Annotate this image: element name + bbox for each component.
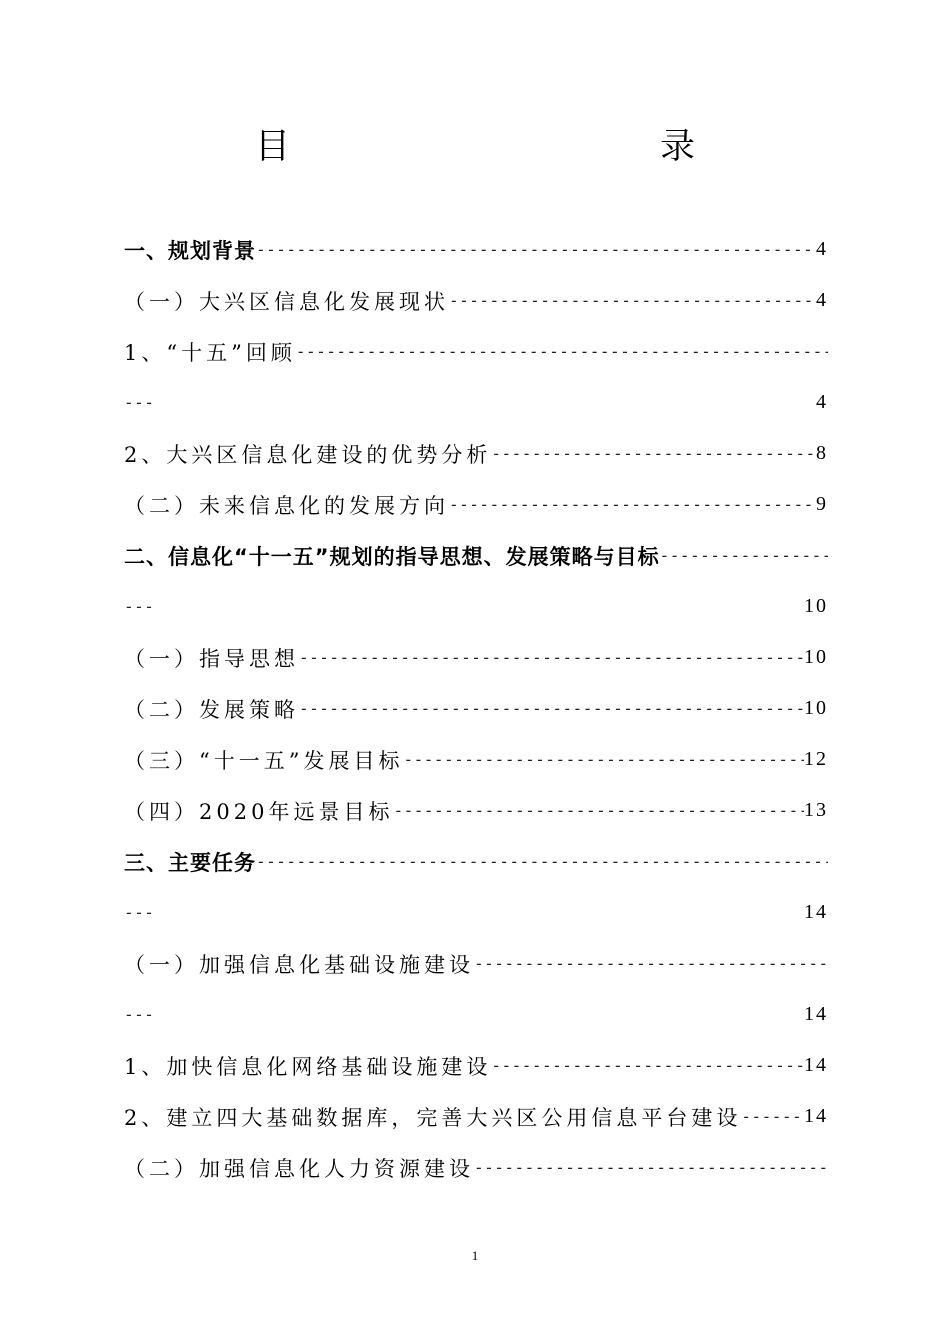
toc-leader xyxy=(449,495,816,514)
toc-leader xyxy=(474,1158,828,1177)
toc-leader xyxy=(124,1005,152,1024)
toc-leader xyxy=(403,750,804,769)
toc-leader xyxy=(296,342,828,361)
toc-leader xyxy=(124,903,152,922)
toc-entry-text: 2、大兴区信息化建设的优势分析 xyxy=(124,442,492,467)
toc-entry[interactable] xyxy=(124,479,828,530)
table-of-contents xyxy=(124,224,828,1193)
toc-leader xyxy=(474,954,828,973)
toc-entry[interactable] xyxy=(124,1091,828,1142)
toc-entry-text: （一）指导思想 xyxy=(124,646,299,671)
toc-entry-continuation[interactable] xyxy=(124,581,828,632)
toc-entry-page: 12 xyxy=(804,748,828,770)
toc-leader xyxy=(299,648,804,667)
toc-leader xyxy=(256,852,828,871)
toc-entry[interactable] xyxy=(124,836,828,887)
toc-entry-page: 10 xyxy=(804,595,828,617)
page-number: 1 xyxy=(471,1248,479,1263)
toc-entry-text: （四）2020年远景目标 xyxy=(124,799,394,824)
toc-entry-text: （二）未来信息化的发展方向 xyxy=(124,493,449,518)
toc-entry-text: 1、“十五”回顾 xyxy=(124,340,296,365)
toc-leader xyxy=(256,240,816,259)
toc-entry-page: 4 xyxy=(816,391,828,413)
toc-entry-text: 三、主要任务 xyxy=(124,850,256,875)
toc-leader xyxy=(299,699,804,718)
toc-entry[interactable] xyxy=(124,275,828,326)
toc-entry[interactable] xyxy=(124,224,828,275)
toc-entry-page: 10 xyxy=(804,646,828,668)
toc-entry-text: 二、信息化“十一五”规划的指导思想、发展策略与目标 xyxy=(124,544,660,569)
toc-entry-continuation[interactable] xyxy=(124,989,828,1040)
toc-leader xyxy=(124,393,152,412)
toc-entry[interactable] xyxy=(124,683,828,734)
toc-entry[interactable] xyxy=(124,785,828,836)
toc-leader xyxy=(660,546,828,565)
toc-entry-page: 14 xyxy=(804,1105,828,1127)
toc-entry-page: 14 xyxy=(804,901,828,923)
toc-entry-page: 14 xyxy=(804,1054,828,1076)
toc-entry-continuation[interactable] xyxy=(124,377,828,428)
toc-entry-text: （一）大兴区信息化发展现状 xyxy=(124,289,449,314)
toc-entry[interactable] xyxy=(124,326,828,377)
toc-entry-text: （二）加强信息化人力资源建设 xyxy=(124,1156,474,1181)
toc-entry-page: 10 xyxy=(804,697,828,719)
toc-entry[interactable] xyxy=(124,938,828,989)
toc-entry[interactable] xyxy=(124,530,828,581)
toc-leader xyxy=(124,597,152,616)
toc-entry-continuation[interactable] xyxy=(124,887,828,938)
toc-entry[interactable] xyxy=(124,1142,828,1193)
toc-leader xyxy=(491,1056,804,1075)
toc-entry-page: 14 xyxy=(804,1003,828,1025)
toc-entry-page: 4 xyxy=(816,289,828,311)
toc-leader xyxy=(449,291,816,310)
toc-leader xyxy=(491,444,816,463)
toc-entry[interactable] xyxy=(124,1040,828,1091)
toc-entry-page: 13 xyxy=(804,799,828,821)
toc-entry[interactable] xyxy=(124,734,828,785)
toc-entry-text: 1、加快信息化网络基础设施建设 xyxy=(124,1054,492,1079)
toc-entry[interactable] xyxy=(124,632,828,683)
toc-leader xyxy=(393,801,804,820)
toc-entry-page: 9 xyxy=(816,493,828,515)
toc-entry-text: 2、建立四大基础数据库，完善大兴区公用信息平台建设 xyxy=(124,1105,742,1130)
toc-entry-text: （一）加强信息化基础设施建设 xyxy=(124,952,474,977)
toc-entry-text: 一、规划背景 xyxy=(124,238,256,263)
toc-entry-text: （三）“十一五”发展目标 xyxy=(124,748,404,773)
toc-entry[interactable] xyxy=(124,428,828,479)
toc-entry-text: （二）发展策略 xyxy=(124,697,299,722)
toc-leader xyxy=(741,1107,804,1126)
toc-title: 目 录 xyxy=(254,127,795,167)
toc-entry-page: 4 xyxy=(816,238,828,260)
toc-entry-page: 8 xyxy=(816,442,828,464)
